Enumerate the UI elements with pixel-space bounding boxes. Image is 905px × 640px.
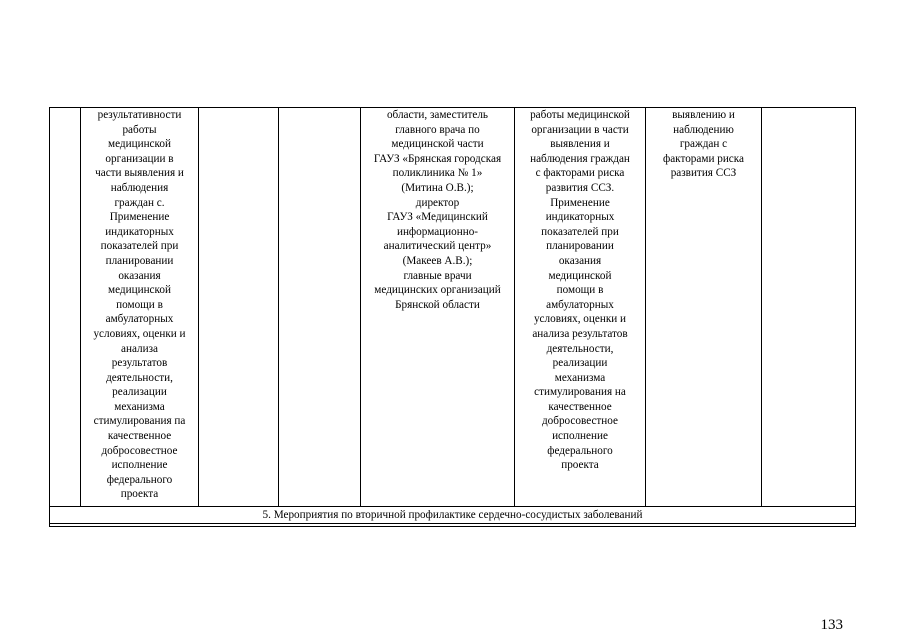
page-number: 133 <box>820 617 843 633</box>
table-cell-responsible: области, заместитель главного врача по медицинской части ГАУЗ «Брянская городская поликлиника № 1» (Митина О.В.); директор ГАУЗ «Медицинский информационно- аналитический центр» (Макеев А.В.); главные врачи медицинских организаций Брянской области <box>361 108 515 507</box>
table-cell-notes <box>762 108 856 507</box>
table-cell-number <box>50 108 81 507</box>
section-heading: 5. Мероприятия по вторичной профилактике сердечно-сосудистых заболеваний <box>50 507 856 524</box>
table-row-empty <box>50 524 856 527</box>
section-heading-row <box>50 507 856 524</box>
document-table <box>49 107 856 527</box>
table-cell-indicator: выявлению и наблюдению граждан с факторами риска развития ССЗ <box>646 108 762 507</box>
table-cell-result: работы медицинской организации в части выявления и наблюдения граждан с факторами риска развития ССЗ. Применение индикаторных показателей при планировании оказания медицинской помощи в амбулаторных условиях, оценки и анализа результатов деятельности, реализации механизма стимулирования на качественное добросовестное исполнение федерального проекта <box>515 108 646 507</box>
table-cell-end-date <box>279 108 361 507</box>
table-row <box>50 108 856 507</box>
table-cell-start-date <box>199 108 279 507</box>
table-cell-activity-description: результативности работы медицинской организации в части выявления и наблюдения граждан с. Применение индикаторных показателей при планировании оказания медицинской помощи в амбулаторных условиях, оценки и анализа результатов деятельности, реализации механизма стимулирования па качественное добросовестное исполнение федерального проекта <box>81 108 199 507</box>
table-cell-empty <box>50 524 856 527</box>
